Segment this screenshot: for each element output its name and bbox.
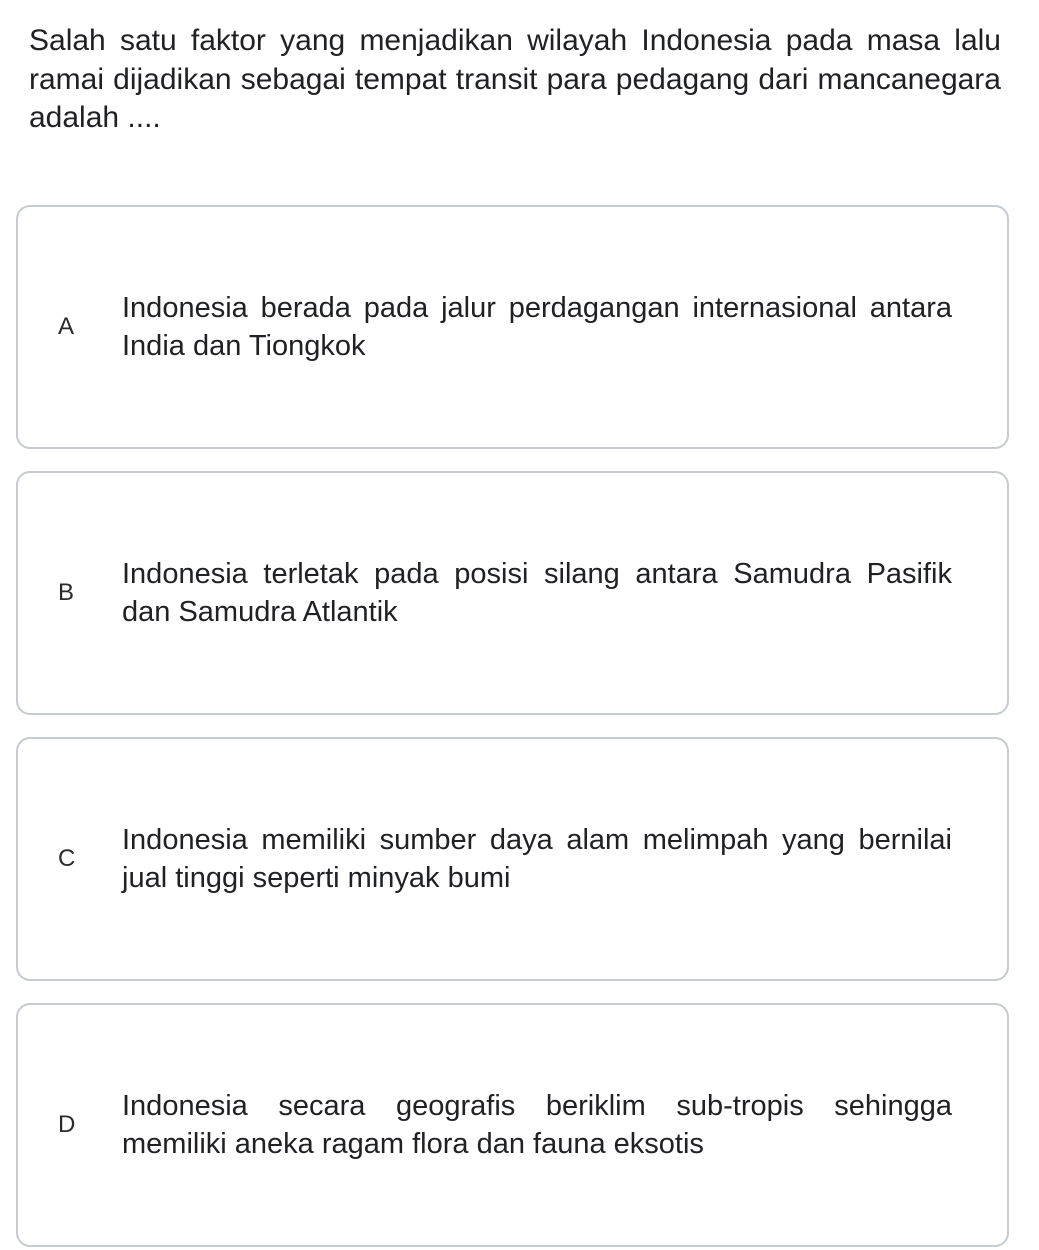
- option-text: Indonesia berada pada jalur perdagangan internasional antara India dan Tiongkok: [122, 291, 952, 362]
- option-b[interactable]: [16, 471, 1009, 715]
- option-c[interactable]: [16, 737, 1009, 981]
- option-text: Indonesia secara geografis beriklim sub-tropis sehingga memiliki aneka ragam flora dan fauna eksotis: [122, 1089, 952, 1160]
- option-letter: C: [58, 845, 76, 872]
- option-d[interactable]: [16, 1003, 1009, 1247]
- question-text: Salah satu faktor yang menjadikan wilayah Indonesia pada masa lalu ramai dijadikan sebagai tempat transit para pedagang dari mancanegara adalah ....: [29, 24, 1001, 134]
- option-letter: D: [58, 1111, 76, 1138]
- option-text: Indonesia terletak pada posisi silang antara Samudra Pasifik dan Samudra Atlantik: [122, 557, 952, 628]
- option-text: Indonesia memiliki sumber daya alam melimpah yang bernilai jual tinggi seperti minyak bumi: [122, 823, 952, 894]
- answer-options-list: [16, 205, 1009, 1247]
- option-letter: A: [58, 313, 75, 340]
- option-a[interactable]: [16, 205, 1009, 449]
- option-letter: B: [58, 579, 75, 606]
